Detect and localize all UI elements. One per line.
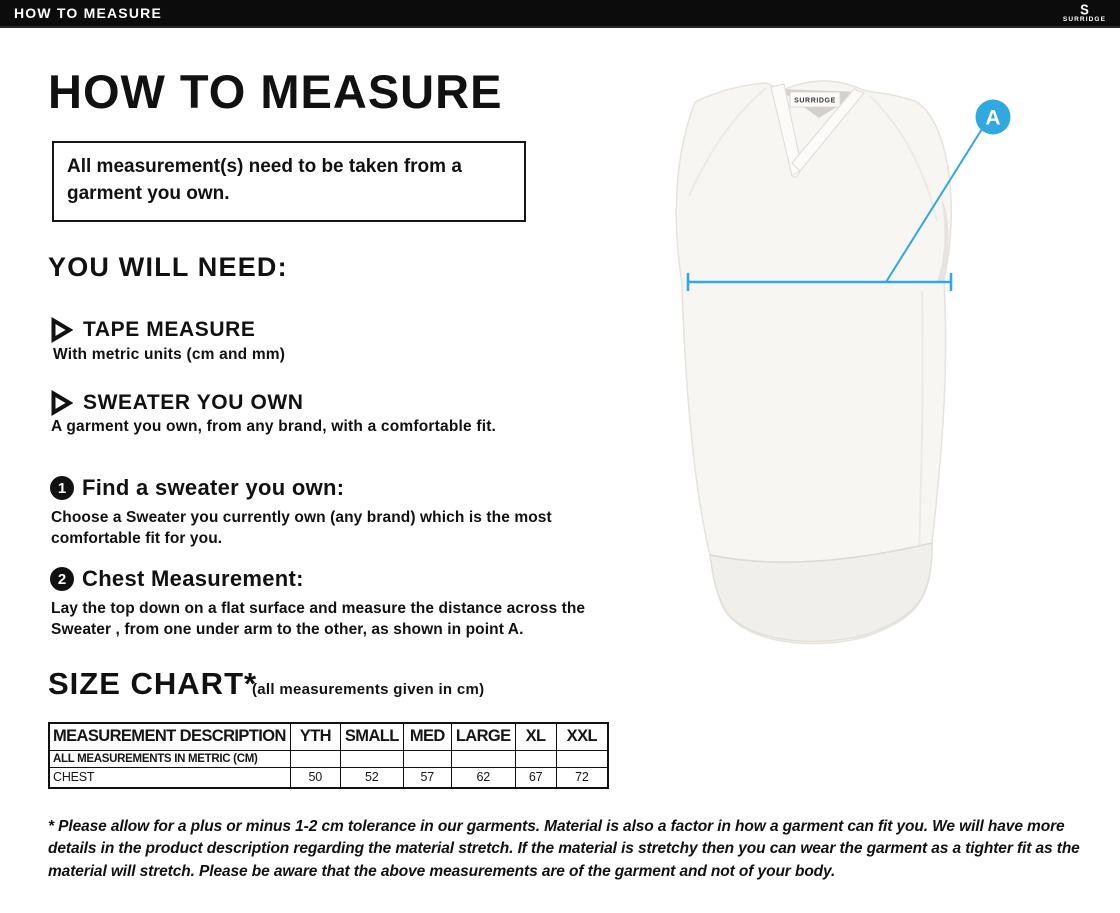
step-2-header bbox=[50, 566, 304, 592]
chest-value-xl: 67 bbox=[515, 767, 556, 788]
empty-cell bbox=[340, 750, 403, 767]
empty-cell bbox=[515, 750, 556, 767]
step-1-desc: Choose a Sweater you currently own (any brand) which is the most comfortable fit for you. bbox=[51, 509, 552, 548]
need-item-title: TAPE MEASURE bbox=[83, 318, 256, 341]
row-label: CHEST bbox=[49, 767, 290, 788]
chest-value-xxl: 72 bbox=[556, 767, 608, 788]
empty-cell bbox=[556, 750, 608, 767]
step-2-number-badge: 2 bbox=[50, 567, 74, 591]
sweater-measurement-diagram bbox=[633, 56, 1033, 676]
triangle-bullet-icon bbox=[50, 390, 73, 416]
chest-value-small: 52 bbox=[340, 767, 403, 788]
column-header: SMALL bbox=[340, 723, 403, 750]
empty-cell bbox=[451, 750, 515, 767]
size-chart-subheading: (all measurements given in cm) bbox=[252, 681, 485, 698]
note-text: All measurement(s) need to be taken from a garment you own. bbox=[67, 156, 462, 204]
column-header: MEASUREMENT DESCRIPTION bbox=[49, 723, 290, 750]
need-item-title: SWEATER YOU OWN bbox=[83, 391, 304, 414]
need-item-desc: With metric units (cm and mm) bbox=[53, 346, 286, 363]
size-chart-heading: SIZE CHART* bbox=[48, 666, 258, 701]
need-item-desc: A garment you own, from any brand, with a comfortable fit. bbox=[51, 418, 497, 435]
column-header: LARGE bbox=[451, 723, 515, 750]
surridge-logo bbox=[1062, 0, 1106, 24]
size-chart-header-row bbox=[49, 723, 608, 750]
need-item-tape-measure bbox=[50, 317, 256, 343]
step-1-title: Find a sweater you own: bbox=[82, 475, 345, 500]
need-item-sweater bbox=[50, 390, 304, 416]
column-header: MED bbox=[403, 723, 451, 750]
empty-cell bbox=[403, 750, 451, 767]
step-2-desc: Lay the top down on a flat surface and measure the distance across the Sweater , from one under arm to the other, as shown in point A. bbox=[51, 600, 586, 639]
column-header: XXL bbox=[556, 723, 608, 750]
note-box bbox=[52, 141, 526, 222]
size-chart-table bbox=[48, 722, 609, 789]
step-1-header bbox=[50, 475, 344, 501]
column-header: XL bbox=[515, 723, 556, 750]
point-a-marker bbox=[976, 100, 1011, 135]
top-bar-title: HOW TO MEASURE bbox=[14, 5, 162, 21]
chest-value-yth: 50 bbox=[290, 767, 340, 788]
size-chart-chest-row bbox=[49, 767, 608, 788]
empty-cell bbox=[290, 750, 340, 767]
surridge-logo-icon: S bbox=[1080, 0, 1089, 18]
tolerance-footnote: * Please allow for a plus or minus 1-2 cm tolerance in our garments. Material is also a factor in how a garment can fit you. We will have more details in the product description regarding the material stretch. If the material is stretchy then you can wear the garment as a tighter fit as the material will stretch. Please be aware that the above measurements are of the garment and not of your body. bbox=[48, 818, 1080, 880]
neck-label-text: SURRIDGE bbox=[794, 97, 836, 105]
top-bar bbox=[0, 0, 1120, 28]
point-a-letter: A bbox=[985, 106, 1001, 130]
step-1-number-badge: 1 bbox=[50, 476, 74, 500]
chest-value-med: 57 bbox=[403, 767, 451, 788]
you-will-need-heading: YOU WILL NEED: bbox=[48, 252, 288, 282]
page-title: HOW TO MEASURE bbox=[48, 65, 503, 118]
sweater-illustration bbox=[676, 81, 951, 644]
surridge-logo-text: SURRIDGE bbox=[1062, 15, 1106, 23]
column-header: YTH bbox=[290, 723, 340, 750]
step-2-title: Chest Measurement: bbox=[82, 566, 304, 591]
size-chart-metric-row bbox=[49, 750, 608, 767]
chest-value-large: 62 bbox=[451, 767, 515, 788]
metric-row-label: ALL MEASUREMENTS IN METRIC (CM) bbox=[49, 750, 290, 767]
triangle-bullet-icon bbox=[50, 317, 73, 343]
